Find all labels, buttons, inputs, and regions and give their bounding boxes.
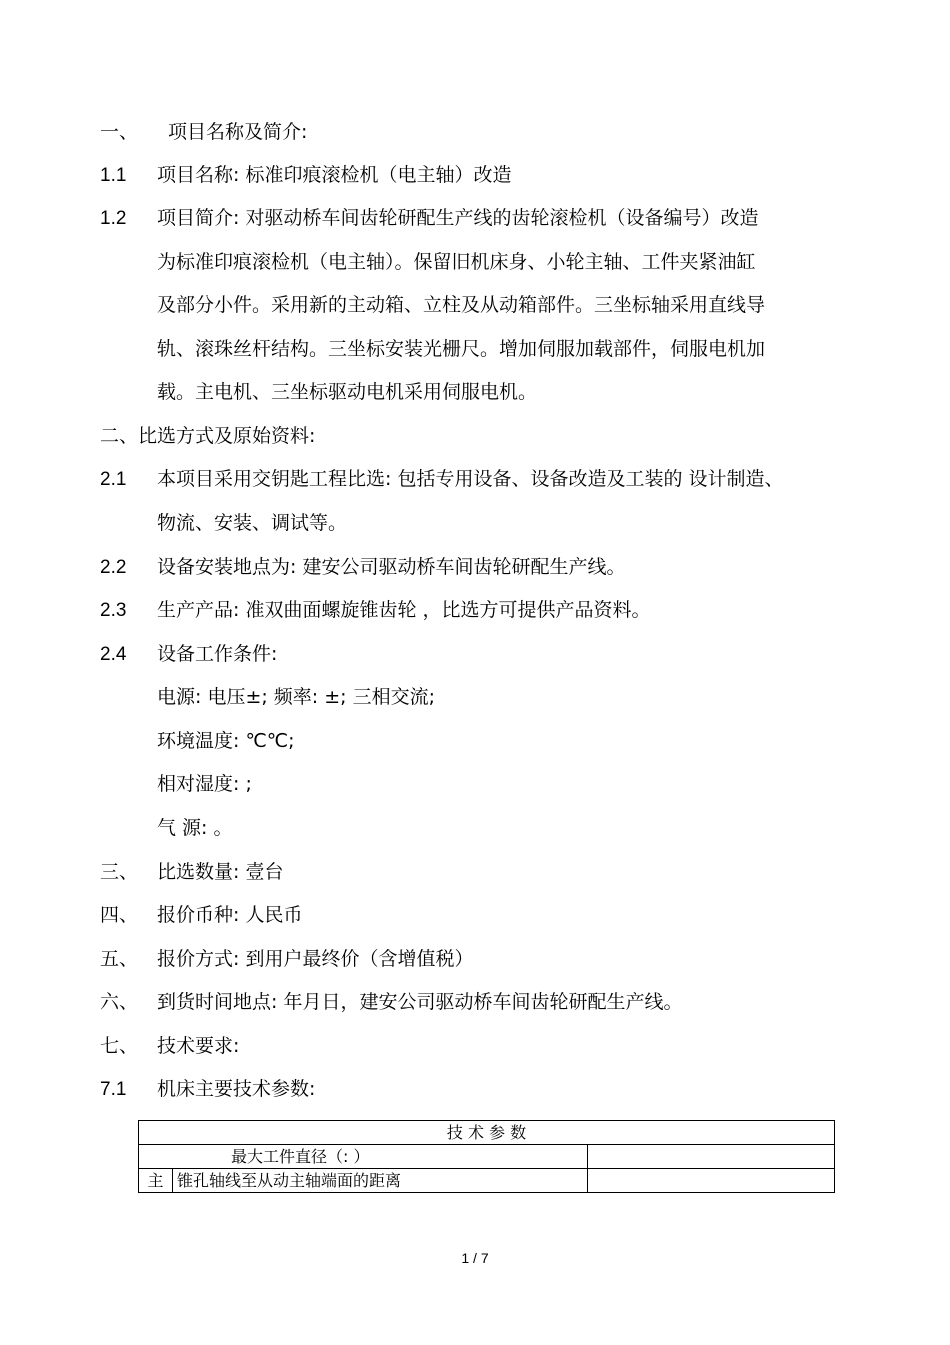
item-2-1 <box>100 464 783 494</box>
condition-power: 电源: 电压±; 频率: ±; 三相交流; <box>157 686 436 708</box>
heading-number: 二、 <box>100 426 139 447</box>
item-7-1 <box>100 1074 315 1104</box>
condition-air: 气 源: 。 <box>157 817 233 839</box>
item-text: 设备安装地点为: 建安公司驱动桥车间齿轮研配生产线。 <box>157 556 626 578</box>
item-number: 2.3 <box>100 600 127 621</box>
item-2-1-cont: 物流、安装、调试等。 <box>157 512 348 534</box>
heading-text: 到货时间地点: 年月日，建安公司驱动桥车间齿轮研配生产线。 <box>157 991 683 1013</box>
heading-5 <box>100 944 473 974</box>
heading-text: 报价币种: 人民币 <box>157 904 303 926</box>
item-text: 机床主要技术参数: <box>157 1078 316 1100</box>
heading-1 <box>100 117 307 147</box>
heading-number: 三、 <box>100 862 139 883</box>
heading-text: 项目名称及简介: <box>168 121 308 143</box>
item-1-1 <box>100 160 511 190</box>
heading-text: 比选方式及原始资料: <box>138 425 316 447</box>
item-text: 项目简介: 对驱动桥车间齿轮研配生产线的齿轮滚检机（设备编号）改造 <box>157 207 759 229</box>
heading-6 <box>100 987 682 1017</box>
param-label: 锥孔轴线至从动主轴端面的距离 <box>173 1169 588 1193</box>
item-1-2-cont: 为标准印痕滚检机（电主轴）。保留旧机床身、小轮主轴、工件夹紧油缸 <box>157 251 756 273</box>
heading-number: 六、 <box>100 992 139 1013</box>
item-2-4 <box>100 639 277 669</box>
table-header-row <box>139 1121 835 1145</box>
condition-temperature: 环境温度: ℃℃; <box>157 730 295 752</box>
item-text: 本项目采用交钥匙工程比选: 包括专用设备、设备改造及工装的 设计制造、 <box>157 468 784 490</box>
heading-7 <box>100 1031 239 1061</box>
item-2-3 <box>100 595 650 625</box>
item-text: 生产产品: 准双曲面螺旋锥齿轮 ，比选方可提供产品资料。 <box>157 599 651 621</box>
heading-2 <box>100 421 315 451</box>
item-text: 设备工作条件: <box>157 643 278 665</box>
condition-humidity: 相对湿度: ; <box>157 773 252 795</box>
param-value <box>588 1145 835 1169</box>
param-group: 主 <box>139 1169 173 1193</box>
item-2-2 <box>100 552 625 582</box>
item-1-2-cont: 轨、滚珠丝杆结构。三坐标安装光栅尺。增加伺服加载部件，伺服电机加 <box>157 338 766 360</box>
table-row <box>139 1145 835 1169</box>
param-value <box>588 1169 835 1193</box>
item-number: 2.2 <box>100 557 127 578</box>
table-header: 技 术 参 数 <box>139 1121 835 1145</box>
heading-number: 四、 <box>100 905 139 926</box>
heading-number: 五、 <box>100 949 139 970</box>
heading-text: 技术要求: <box>157 1035 240 1057</box>
item-number: 1.2 <box>100 208 127 229</box>
item-number: 2.1 <box>100 469 127 490</box>
item-number: 2.4 <box>100 644 127 665</box>
item-number: 1.1 <box>100 165 127 186</box>
param-label: 最大工件直径（: ） <box>139 1145 588 1169</box>
item-number: 7.1 <box>100 1079 127 1100</box>
table-row <box>139 1169 835 1193</box>
page-number: 1 / 7 <box>461 1250 489 1266</box>
heading-number: 七、 <box>100 1036 139 1057</box>
heading-3 <box>100 857 283 887</box>
heading-text: 比选数量: 壹台 <box>157 861 284 883</box>
item-1-2-cont: 及部分小件。采用新的主动箱、立柱及从动箱部件。三坐标轴采用直线导 <box>157 294 766 316</box>
heading-text: 报价方式: 到用户最终价（含增值税） <box>157 948 474 970</box>
heading-4 <box>100 900 302 930</box>
heading-number: 一、 <box>100 122 139 143</box>
item-1-2-cont: 载。主电机、三坐标驱动电机采用伺服电机。 <box>157 381 538 403</box>
tech-params-table <box>138 1120 835 1193</box>
item-text: 项目名称: 标准印痕滚检机（电主轴）改造 <box>157 164 512 186</box>
item-1-2 <box>100 203 758 233</box>
